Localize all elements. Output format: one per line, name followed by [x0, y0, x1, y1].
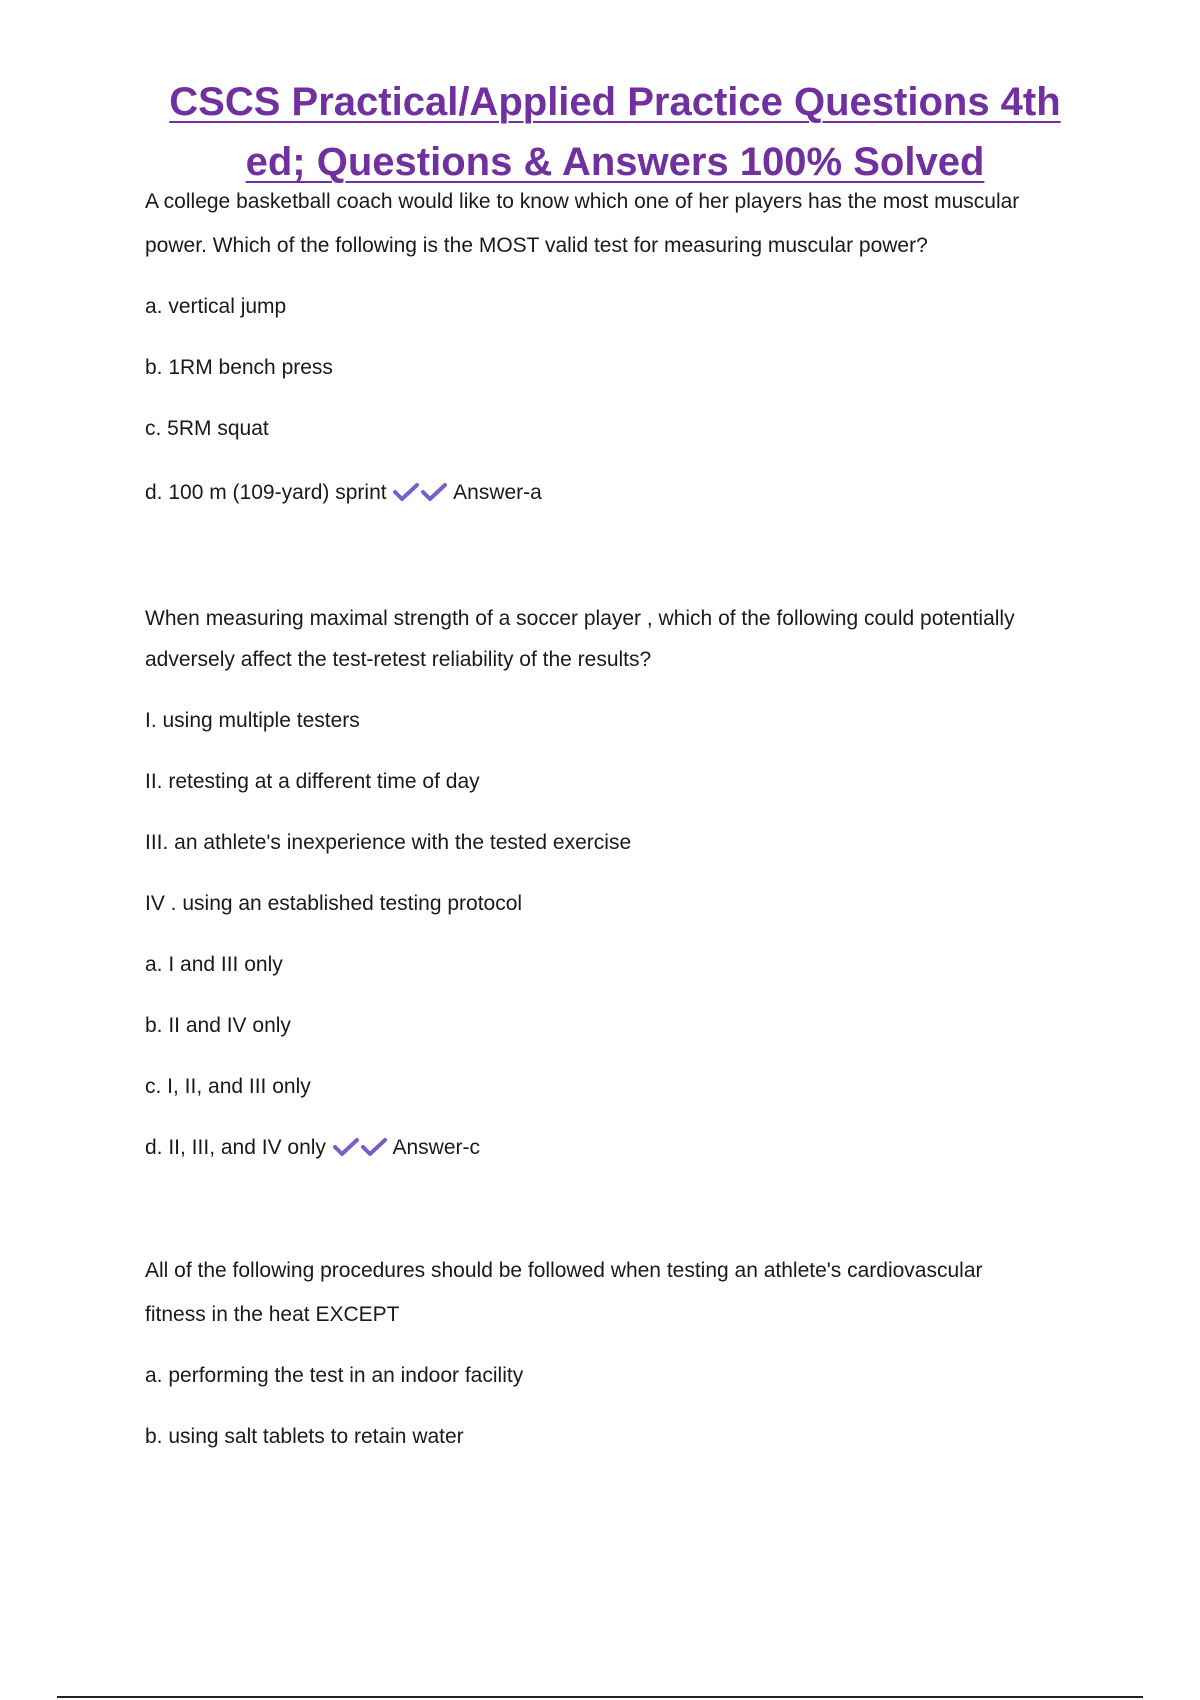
question-1-stem-line-2: power. Which of the following is the MOST valid test for measuring muscular power? — [145, 234, 928, 257]
question-3-stem-line-1: All of the following procedures should be followed when testing an athlete's cardiovascular — [145, 1259, 983, 1282]
question-2-option-a: a. I and III only — [145, 953, 283, 976]
question-2-statement-3: III. an athlete's inexperience with the tested exercise — [145, 831, 632, 854]
question-2-option-c: c. I, II, and III only — [145, 1075, 311, 1098]
check-icon — [420, 482, 448, 502]
check-icon — [392, 482, 420, 502]
question-2-statement-2: II. retesting at a different time of day — [145, 770, 480, 793]
question-1-option-a: a. vertical jump — [145, 295, 287, 318]
question-2-option-d-row — [145, 1136, 480, 1160]
question-2-option-b: b. II and IV only — [145, 1014, 291, 1037]
question-2-stem-line-2: adversely affect the test-retest reliability of the results? — [145, 648, 652, 671]
question-3-option-a: a. performing the test in an indoor facility — [145, 1364, 524, 1387]
question-1-stem-line-1: A college basketball coach would like to know which one of her players has the most muscular — [145, 190, 1020, 213]
check-icon — [332, 1137, 360, 1157]
question-1-option-d: d. 100 m (109-yard) sprint — [145, 481, 387, 504]
question-1-option-c: c. 5RM squat — [145, 417, 269, 440]
question-2-statement-4: IV . using an established testing protocol — [145, 892, 523, 915]
question-2-statement-1: I. using multiple testers — [145, 709, 360, 732]
check-icon — [360, 1137, 388, 1157]
question-2-option-d: d. II, III, and IV only — [145, 1136, 326, 1159]
question-2-answer: Answer-c — [392, 1136, 480, 1159]
question-1-option-d-row — [145, 481, 542, 505]
footer-divider — [57, 1696, 1143, 1698]
document-title: CSCS Practical/Applied Practice Questions 4th ed; Questions & Answers 100% Solved — [169, 80, 1061, 184]
question-2-stem-line-1: When measuring maximal strength of a soccer player , which of the following could potentially — [145, 607, 1015, 630]
question-3-option-b: b. using salt tablets to retain water — [145, 1425, 464, 1448]
question-1-answer: Answer-a — [453, 481, 542, 504]
question-3-stem-line-2: fitness in the heat EXCEPT — [145, 1303, 400, 1326]
question-1-option-b: b. 1RM bench press — [145, 356, 333, 379]
